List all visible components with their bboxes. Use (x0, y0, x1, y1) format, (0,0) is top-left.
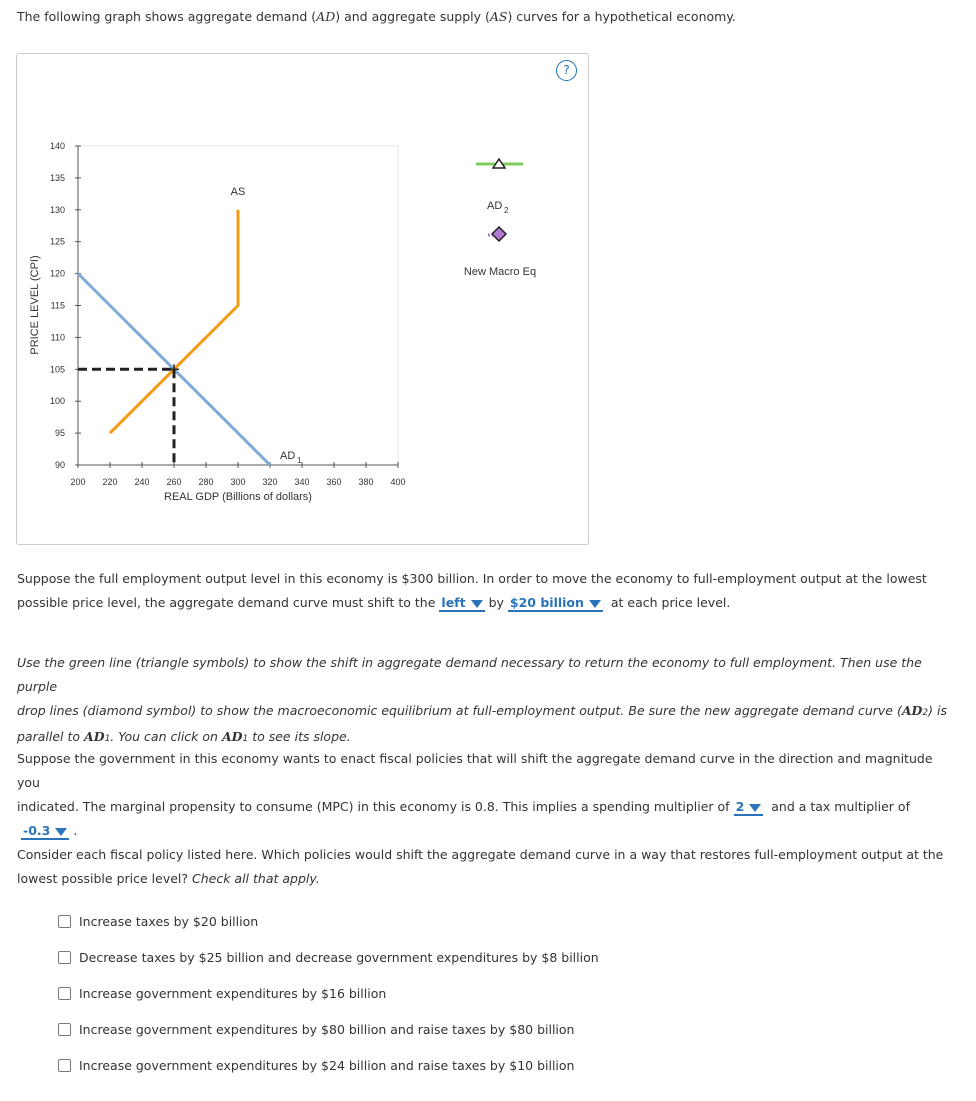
policy-option-1[interactable]: Increase taxes by $20 billion (58, 912, 258, 930)
y-axis-label: PRICE LEVEL (CPI) (29, 255, 41, 355)
tax-multiplier-dropdown[interactable]: -0.3 (21, 823, 69, 840)
x-tick-label: 220 (102, 477, 118, 487)
chevron-down-icon (749, 804, 761, 812)
y-tick-label: 110 (50, 332, 65, 343)
chevron-down-icon (471, 600, 483, 608)
shift-amount-dropdown[interactable]: $20 billion (508, 595, 603, 612)
x-tick-label: 340 (294, 477, 310, 487)
y-tick-label: 125 (49, 236, 65, 247)
policy-option-4[interactable]: Increase government expenditures by $80 billion and raise taxes by $80 billion (58, 1020, 574, 1038)
y-tick-label: 140 (49, 141, 65, 151)
x-tick-label: 380 (358, 477, 374, 487)
x-tick-label: 200 (70, 477, 86, 487)
checkbox[interactable] (58, 951, 71, 964)
ad1-label-text: AD (280, 450, 296, 462)
ad2-tool[interactable] (476, 159, 523, 168)
question-multipliers: Suppose the government in this economy wants to enact fiscal policies that will shift the aggregate demand curve in the direction and magnitude you indicated. The marginal propensity to consume (MPC) in this economy is 0.8. This implies a spending multiplier of 2 and a tax multiplier of -0.3 . (17, 751, 933, 838)
question-shift: Suppose the full employment output level in this economy is $300 billion. In order to move the economy to full-employment output at the lowest possible price level, the aggregate demand curve must shift to the left by $20 billion at each price level. (17, 571, 927, 610)
checkbox[interactable] (58, 1023, 71, 1036)
x-tick-label: 240 (134, 477, 150, 487)
x-tick-label: 400 (390, 477, 406, 487)
x-tick-label: 300 (230, 477, 246, 487)
macro-eq-tool[interactable] (488, 227, 506, 241)
chevron-down-icon (589, 600, 601, 608)
shift-direction-dropdown[interactable]: left (439, 595, 484, 612)
diamond-icon (492, 227, 506, 241)
help-icon[interactable]: ? (556, 60, 577, 81)
policy-option-5[interactable]: Increase government expenditures by $24 billion and raise taxes by $10 billion (58, 1056, 574, 1074)
y-tick-label: 115 (50, 300, 65, 311)
spending-multiplier-dropdown[interactable]: 2 (734, 799, 764, 816)
intro-text: The following graph shows aggregate demand (AD) and aggregate supply (AS) curves for a hypothetical economy. (17, 9, 736, 24)
x-tick-label: 360 (326, 477, 342, 487)
as-curve-label: AS (230, 186, 246, 198)
question-policies: Consider each fiscal policy listed here. Which policies would shift the aggregate demand curve in a way that restores full-employment output at the lowest possible price level? Check all that apply. (17, 847, 944, 886)
y-tick-label: 100 (49, 396, 65, 407)
x-tick-label: 260 (166, 477, 182, 487)
y-axis (50, 141, 81, 470)
checkbox[interactable] (58, 1059, 71, 1072)
y-tick-label: 130 (49, 204, 65, 215)
x-tick-label: 280 (198, 477, 214, 487)
ad1-label-sub: 1 (297, 456, 302, 465)
y-tick-label: 95 (54, 428, 65, 439)
checkbox[interactable] (58, 987, 71, 1000)
graph-instructions: Use the green line (triangle symbols) to show the shift in aggregate demand necessary to return the economy to full employment. Then use the purple drop lines (diamond symbol) to show the macroeconomic equilibrium at full-employment output. Be sure the new aggregate demand curve (AD2) is parallel to AD1. You can click on AD1 to see its slope. (17, 655, 947, 744)
x-tick-label: 320 (262, 477, 278, 487)
x-axis (70, 462, 405, 487)
ad2-tool-label-sub: 2 (504, 206, 509, 215)
y-tick-label: 120 (49, 268, 65, 279)
ad2-tool-label: AD (487, 200, 503, 212)
x-axis-label: REAL GDP (Billions of dollars) (164, 491, 312, 503)
y-tick-label: 90 (54, 460, 65, 470)
y-tick-label: 135 (49, 172, 65, 183)
macro-eq-tool-label: New Macro Eq (463, 266, 537, 278)
checkbox[interactable] (58, 915, 71, 928)
policy-option-2[interactable]: Decrease taxes by $25 billion and decrease government expenditures by $8 billion (58, 948, 599, 966)
y-tick-label: 105 (49, 364, 65, 375)
chevron-down-icon (55, 828, 67, 836)
policy-option-3[interactable]: Increase government expenditures by $16 billion (58, 984, 386, 1002)
